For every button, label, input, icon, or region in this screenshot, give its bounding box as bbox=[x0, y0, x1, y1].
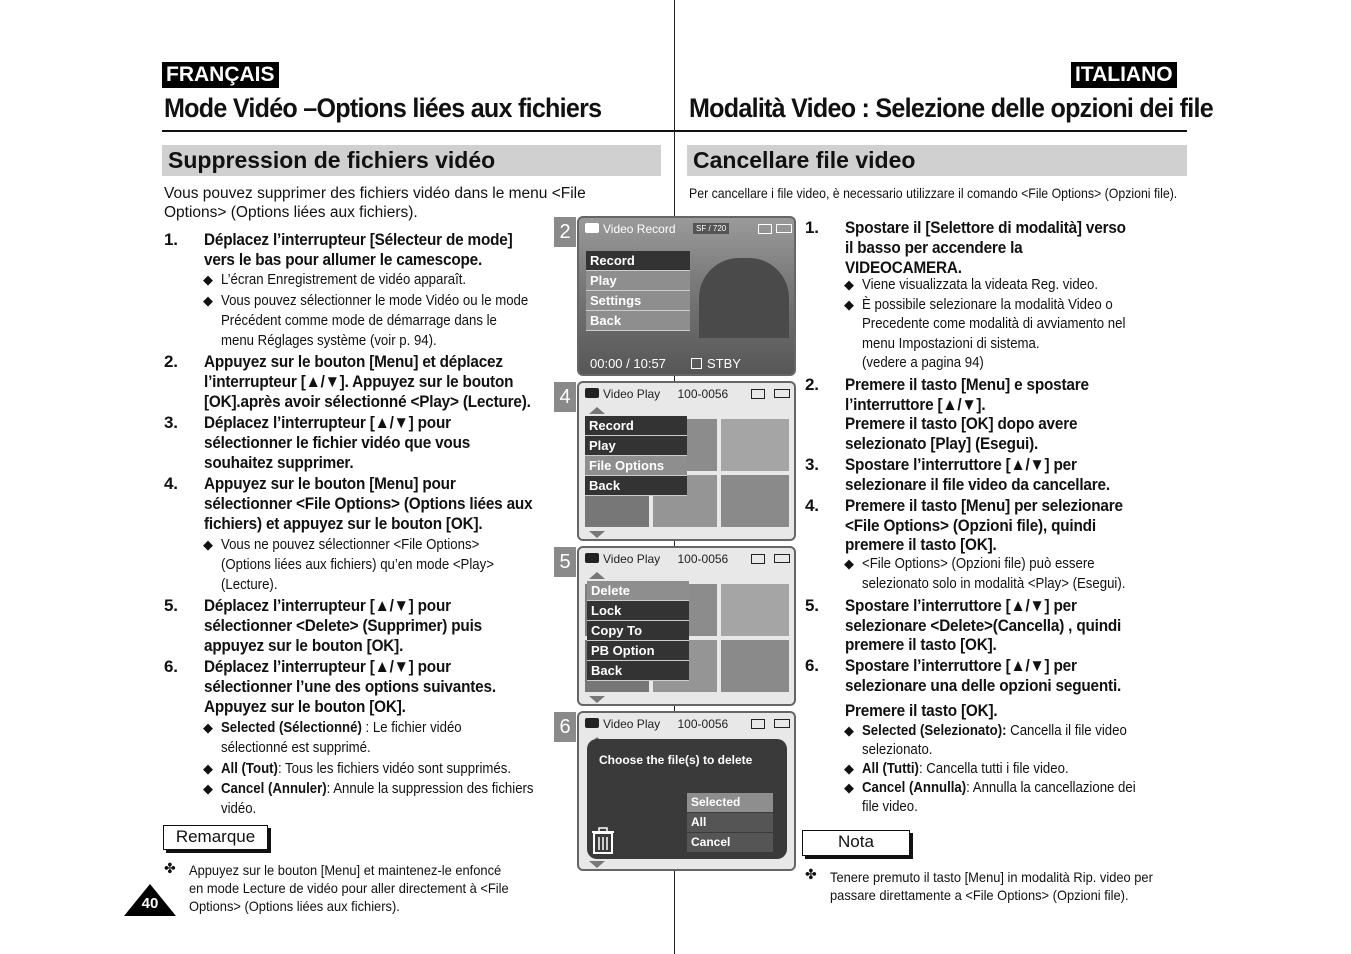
note-label-fr: Remarque bbox=[163, 825, 268, 850]
step-line: sélectionner l’une des options suivantes. bbox=[204, 677, 496, 696]
step-line: Spostare l’interruttore [▲/▼] per bbox=[845, 656, 1077, 675]
bullet-line: selezionato. bbox=[862, 741, 933, 758]
camera-icon bbox=[585, 553, 599, 563]
diamond-icon: ◆ bbox=[203, 720, 213, 735]
cross-icon: ✤ bbox=[164, 860, 176, 876]
diamond-icon: ◆ bbox=[844, 780, 854, 795]
step-line: <File Options> (Opzioni file), quindi bbox=[845, 515, 1096, 535]
bullet-line: (vedere a pagina 94) bbox=[862, 353, 984, 371]
step-line: Premere il tasto [Menu] e spostare bbox=[845, 375, 1089, 394]
section-bar-fr bbox=[162, 145, 661, 176]
menu-item-back[interactable]: Back bbox=[586, 311, 690, 331]
thumbnail[interactable] bbox=[721, 584, 789, 636]
step-line: Déplacez l’interrupteur [▲/▼] pour bbox=[204, 596, 451, 615]
option-desc: : Tous les fichiers vidéo sont supprimés. bbox=[277, 760, 512, 777]
scroll-down-icon[interactable] bbox=[589, 696, 605, 703]
step-line: Déplacez l’interrupteur [▲/▼] pour bbox=[204, 657, 451, 676]
option-name: All (Tout) bbox=[221, 760, 278, 777]
diamond-icon: ◆ bbox=[203, 537, 213, 552]
step-number: 1. bbox=[164, 230, 178, 249]
bullet-line bbox=[862, 759, 1069, 779]
section-title-it: Cancellare file video bbox=[693, 147, 916, 173]
option-selected[interactable]: Selected bbox=[687, 793, 773, 812]
thumbnail[interactable] bbox=[721, 475, 789, 527]
bullet-line: (Options liées aux fichiers) qu’en mode <Play> bbox=[221, 556, 494, 573]
scroll-up-icon[interactable] bbox=[589, 407, 605, 414]
menu-item-copy-to[interactable]: Copy To bbox=[587, 621, 689, 641]
screen-number: 5 bbox=[554, 547, 576, 577]
delete-dialog bbox=[587, 739, 787, 859]
bullet-line bbox=[221, 718, 462, 738]
bullet-line: Précédent comme mode de démarrage dans le bbox=[221, 312, 497, 329]
diamond-icon: ◆ bbox=[844, 723, 854, 738]
screen-delete-dialog bbox=[577, 711, 796, 871]
thumbnail[interactable] bbox=[721, 640, 789, 692]
bullet-line: Precedente come modalità di avviamento nel bbox=[862, 315, 1126, 333]
step-number: 4. bbox=[164, 474, 178, 493]
step-line: Déplacez l’interrupteur [▲/▼] pour bbox=[204, 413, 451, 432]
dialog-options bbox=[687, 793, 773, 852]
file-number: 100-0056 bbox=[677, 387, 729, 401]
step-line: Spostare il [Selettore di modalità] verso bbox=[845, 218, 1126, 237]
step-line: l’interrupteur [▲/▼]. Appuyez sur le bouton bbox=[204, 372, 514, 391]
timecode: 00:00 / 10:57 bbox=[590, 356, 666, 371]
bullet-line: vidéo. bbox=[221, 800, 257, 817]
battery-icon bbox=[774, 719, 790, 728]
bullet-line bbox=[862, 721, 1127, 740]
memory-icon bbox=[751, 389, 765, 399]
note-label-it: Nota bbox=[802, 830, 910, 856]
menu-item-delete[interactable]: Delete bbox=[587, 581, 689, 601]
bullet-line: È possibile selezionare la modalità Video o bbox=[862, 296, 1113, 313]
battery-icon bbox=[774, 554, 790, 563]
step-line: sélectionner <Delete> (Supprimer) puis bbox=[204, 616, 483, 635]
screen-video-record bbox=[577, 216, 796, 376]
option-all[interactable]: All bbox=[687, 813, 773, 832]
option-desc: : Annule la suppression des fichiers bbox=[326, 780, 534, 797]
bullet-line: selezionato solo in modalità <Play> (Esegui). bbox=[862, 574, 1126, 592]
bullet-line: menu Impostazioni di sistema. bbox=[862, 334, 1040, 352]
intro-line: Vous pouvez supprimer des fichiers vidéo dans le menu <File bbox=[164, 185, 586, 202]
bullet-line: Vous pouvez sélectionner le mode Vidéo ou le mode bbox=[221, 292, 529, 309]
step-line: Spostare l’interruttore [▲/▼] per bbox=[845, 596, 1077, 615]
step-number: 5. bbox=[805, 596, 819, 615]
screen-menu bbox=[586, 251, 690, 331]
step-line: vers le bas pour allumer le camescope. bbox=[204, 250, 483, 269]
note-line: Options> (Options liées aux fichiers). bbox=[189, 898, 400, 914]
option-desc: : Annulla la cancellazione dei bbox=[966, 779, 1136, 796]
step-number: 2. bbox=[164, 352, 178, 371]
menu-item-pb-option[interactable]: PB Option bbox=[587, 641, 689, 661]
intro-line: Options> (Options liées aux fichiers). bbox=[164, 204, 418, 221]
thumbnail[interactable] bbox=[721, 419, 789, 471]
bullet-line: file video. bbox=[862, 798, 918, 815]
step-line: Premere il tasto [Menu] per selezionare bbox=[845, 496, 1123, 515]
step-line: sélectionner le fichier vidéo que vous bbox=[204, 433, 471, 452]
step-line: il basso per accendere la bbox=[845, 238, 1023, 257]
step-line: premere il tasto [OK]. bbox=[845, 635, 997, 654]
step-number: 6. bbox=[164, 657, 178, 676]
note-text-fr bbox=[189, 861, 509, 915]
step-number: 6. bbox=[805, 656, 819, 675]
note-line: passare direttamente a <File Options> (Opzioni file). bbox=[830, 887, 1129, 903]
bullet-line bbox=[221, 779, 534, 799]
menu-item-record[interactable]: Record bbox=[585, 416, 687, 436]
camera-icon bbox=[585, 223, 599, 233]
bullet-line bbox=[221, 759, 511, 779]
cross-icon: ✤ bbox=[805, 866, 817, 882]
step-number: 1. bbox=[805, 218, 819, 237]
step-line: sélectionner <File Options> (Options liées aux bbox=[204, 494, 533, 513]
option-desc: Cancella il file video bbox=[1006, 722, 1127, 739]
option-desc: : Le fichier vidéo bbox=[361, 719, 462, 736]
language-tag-fr: FRANÇAIS bbox=[162, 62, 279, 88]
diamond-icon: ◆ bbox=[844, 277, 854, 292]
menu-item-back[interactable]: Back bbox=[585, 476, 687, 496]
step-line: Appuyez sur le bouton [OK]. bbox=[204, 697, 406, 716]
menu-item-play[interactable]: Play bbox=[586, 271, 690, 291]
step-line: selezionare il file video da cancellare. bbox=[845, 475, 1110, 494]
screen-number: 4 bbox=[554, 382, 576, 412]
option-name: Selected (Sélectionné) bbox=[221, 719, 362, 736]
page-number: 40 bbox=[141, 895, 159, 912]
step-number: 3. bbox=[164, 413, 178, 432]
title-rule-it bbox=[675, 130, 1187, 132]
step-line: Appuyez sur le bouton [Menu] et déplacez bbox=[204, 352, 503, 371]
option-cancel[interactable]: Cancel bbox=[687, 833, 773, 852]
screen-number: 6 bbox=[554, 712, 576, 742]
option-name: Selected (Selezionato): bbox=[862, 722, 1007, 739]
bullet-line: menu Réglages système (voir p. 94). bbox=[221, 332, 437, 349]
preview-subject-shape bbox=[699, 258, 789, 338]
diamond-icon: ◆ bbox=[203, 781, 213, 796]
diamond-icon: ◆ bbox=[203, 293, 213, 308]
page-title-fr: Mode Vidéo –Options liées aux fichiers bbox=[164, 93, 602, 123]
intro-fr bbox=[164, 184, 586, 222]
option-name: Cancel (Annulla) bbox=[862, 779, 967, 796]
screen-mode-label: Video Record bbox=[603, 222, 676, 236]
standby-status: STBY bbox=[707, 356, 741, 371]
scroll-down-icon[interactable] bbox=[589, 531, 605, 538]
note-line: Appuyez sur le bouton [Menu] et maintenez-le enfoncé bbox=[189, 862, 502, 878]
title-rule-fr bbox=[162, 130, 674, 132]
quality-badge: SF / 720 bbox=[693, 223, 729, 234]
section-title-fr: Suppression de fichiers vidéo bbox=[168, 147, 496, 173]
bullet-line: Vous ne pouvez sélectionner <File Options> bbox=[221, 536, 480, 553]
screen-mode-label: Video Play bbox=[603, 552, 661, 566]
step-line: souhaitez supprimer. bbox=[204, 453, 354, 472]
step-line: selezionare una delle opzioni seguenti. bbox=[845, 676, 1122, 695]
battery-icon bbox=[774, 389, 790, 398]
note-text-it bbox=[830, 868, 1153, 904]
step-line: Déplacez l’interrupteur [Sélecteur de mode] bbox=[204, 230, 513, 249]
menu-item-back[interactable]: Back bbox=[587, 661, 689, 681]
menu-item-file-options[interactable]: File Options bbox=[585, 456, 687, 476]
record-status-icon bbox=[691, 358, 702, 369]
step-number: 4. bbox=[805, 496, 819, 515]
step-line: [OK].après avoir sélectionné <Play> (Lecture). bbox=[204, 392, 531, 411]
bullet-line bbox=[862, 778, 1136, 797]
note-line: en mode Lecture de vidéo pour aller directement à <File bbox=[189, 880, 509, 896]
screen-mode-label: Video Play bbox=[603, 717, 661, 731]
screen-menu bbox=[585, 416, 687, 496]
bullet-line: <File Options> (Opzioni file) può essere bbox=[862, 555, 1095, 572]
page-title-it: Modalità Video : Selezione delle opzioni dei file bbox=[689, 93, 1213, 123]
memory-icon bbox=[751, 719, 765, 729]
screen-menu bbox=[587, 581, 689, 681]
menu-item-lock[interactable]: Lock bbox=[587, 601, 689, 621]
menu-item-settings[interactable]: Settings bbox=[586, 291, 690, 311]
step-line: premere il tasto [OK]. bbox=[845, 535, 997, 554]
screen-video-play-menu bbox=[577, 381, 796, 541]
step-line: l’interruttore [▲/▼]. bbox=[845, 394, 986, 414]
step-line: selezionare <Delete>(Cancella) , quindi bbox=[845, 615, 1122, 635]
file-number: 100-0056 bbox=[677, 717, 729, 731]
step-line: Premere il tasto [OK] dopo avere bbox=[845, 414, 1078, 433]
step-line: Spostare l’interruttore [▲/▼] per bbox=[845, 455, 1077, 474]
bullet-line: sélectionné est supprimé. bbox=[221, 739, 371, 756]
screen-number: 2 bbox=[554, 217, 576, 247]
section-bar-it bbox=[687, 145, 1187, 176]
step-line: VIDEOCAMERA. bbox=[845, 258, 962, 277]
screen-file-options-menu bbox=[577, 546, 796, 706]
step-number: 3. bbox=[805, 455, 819, 474]
file-number: 100-0056 bbox=[677, 552, 729, 566]
step-line: appuyez sur le bouton [OK]. bbox=[204, 636, 404, 655]
trash-icon bbox=[591, 827, 615, 855]
scroll-down-icon[interactable] bbox=[589, 861, 605, 868]
note-line: Tenere premuto il tasto [Menu] in modalità Rip. video per bbox=[830, 869, 1153, 885]
screen-mode-label: Video Play bbox=[603, 387, 661, 401]
bullet-line: (Lecture). bbox=[221, 576, 278, 593]
step-line: Appuyez sur le bouton [Menu] pour bbox=[204, 474, 456, 493]
bullet-line: Viene visualizzata la videata Reg. video. bbox=[862, 276, 1099, 293]
camera-icon bbox=[585, 718, 599, 728]
option-desc: : Cancella tutti i file video. bbox=[918, 760, 1069, 777]
option-name: Cancel (Annuler) bbox=[221, 780, 327, 797]
scroll-up-icon[interactable] bbox=[589, 572, 605, 579]
step-number: 5. bbox=[164, 596, 178, 615]
step-number: 2. bbox=[805, 375, 819, 394]
diamond-icon: ◆ bbox=[844, 761, 854, 776]
diamond-icon: ◆ bbox=[844, 297, 854, 312]
memory-icon bbox=[751, 554, 765, 564]
option-name: All (Tutti) bbox=[862, 760, 919, 777]
camera-icon bbox=[585, 388, 599, 398]
memory-icon bbox=[758, 224, 772, 234]
diamond-icon: ◆ bbox=[203, 272, 213, 287]
battery-icon bbox=[776, 224, 792, 233]
diamond-icon: ◆ bbox=[844, 556, 854, 571]
menu-item-record[interactable]: Record bbox=[586, 251, 690, 271]
menu-item-play[interactable]: Play bbox=[585, 436, 687, 456]
language-tag-it: ITALIANO bbox=[1071, 62, 1177, 88]
diamond-icon: ◆ bbox=[203, 761, 213, 776]
intro-it: Per cancellare i file video, è necessario utilizzare il comando <File Options> (Opzioni file). bbox=[689, 185, 1178, 201]
page-number-badge bbox=[124, 884, 176, 916]
bullet-line: L’écran Enregistrement de vidéo apparaît. bbox=[221, 271, 467, 288]
step-line: selezionato [Play] (Esegui). bbox=[845, 433, 1039, 453]
step-line: fichiers) et appuyez sur le bouton [OK]. bbox=[204, 514, 483, 533]
dialog-title: Choose the file(s) to delete bbox=[599, 753, 753, 767]
step-line: Premere il tasto [OK]. bbox=[845, 701, 998, 720]
